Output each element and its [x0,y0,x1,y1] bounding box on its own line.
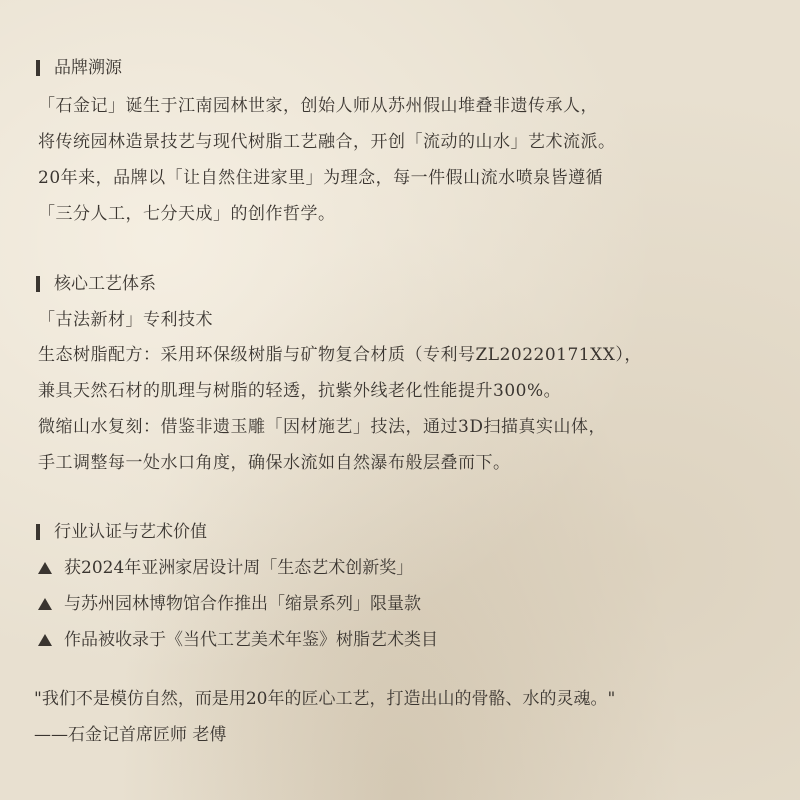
brand-line-2: 将传统园林造景技艺与现代树脂工艺融合，开创「流动的山水」艺术流派。 [38,132,616,152]
triangle-bullet-icon [38,598,52,610]
section-heading-certification [36,521,207,543]
certification-item-text: 与苏州园林博物馆合作推出「缩景系列」限量款 [64,594,421,614]
section-heading-brand [36,57,122,79]
triangle-bullet-icon [38,562,52,574]
heading-text: 核心工艺体系 [54,274,156,294]
craft-line-5: 手工调整每一处水口角度，确保水流如自然瀑布般层叠而下。 [38,453,511,473]
craft-line-3: 兼具天然石材的肌理与树脂的轻透，抗紫外线老化性能提升300%。 [38,381,562,401]
craft-line-4: 微缩山水复刻：借鉴非遗玉雕「因材施艺」技法，通过3D扫描真实山体， [38,417,606,437]
craft-line-1: 「古法新材」专利技术 [38,310,213,330]
certification-item [38,629,438,651]
certification-item-text: 获2024年亚洲家居设计周「生态艺术创新奖」 [64,558,414,578]
triangle-bullet-icon [38,634,52,646]
certification-item [38,557,413,579]
founder-quote: "我们不是模仿自然，而是用20年的匠心工艺，打造出山的骨骼、水的灵魂。" [34,689,616,709]
brand-line-1: 「石金记」诞生于江南园林世家，创始人师从苏州假山堆叠非遗传承人， [38,96,598,116]
certification-item-text: 作品被收录于《当代工艺美术年鉴》树脂艺术类目 [64,630,438,650]
heading-bar-icon [36,60,40,76]
brand-line-4: 「三分人工，七分天成」的创作哲学。 [38,204,336,224]
section-heading-craft [36,273,156,295]
craft-line-2: 生态树脂配方：采用环保级树脂与矿物复合材质（专利号ZL20220171XX）， [38,345,642,365]
heading-bar-icon [36,524,40,540]
quote-attribution: ——石金记首席匠师 老傅 [34,725,227,745]
heading-text: 品牌溯源 [54,58,122,78]
certification-item [38,593,421,615]
heading-bar-icon [36,276,40,292]
brand-line-3: 20年来，品牌以「让自然住进家里」为理念，每一件假山流水喷泉皆遵循 [38,168,604,188]
heading-text: 行业认证与艺术价值 [54,522,207,542]
